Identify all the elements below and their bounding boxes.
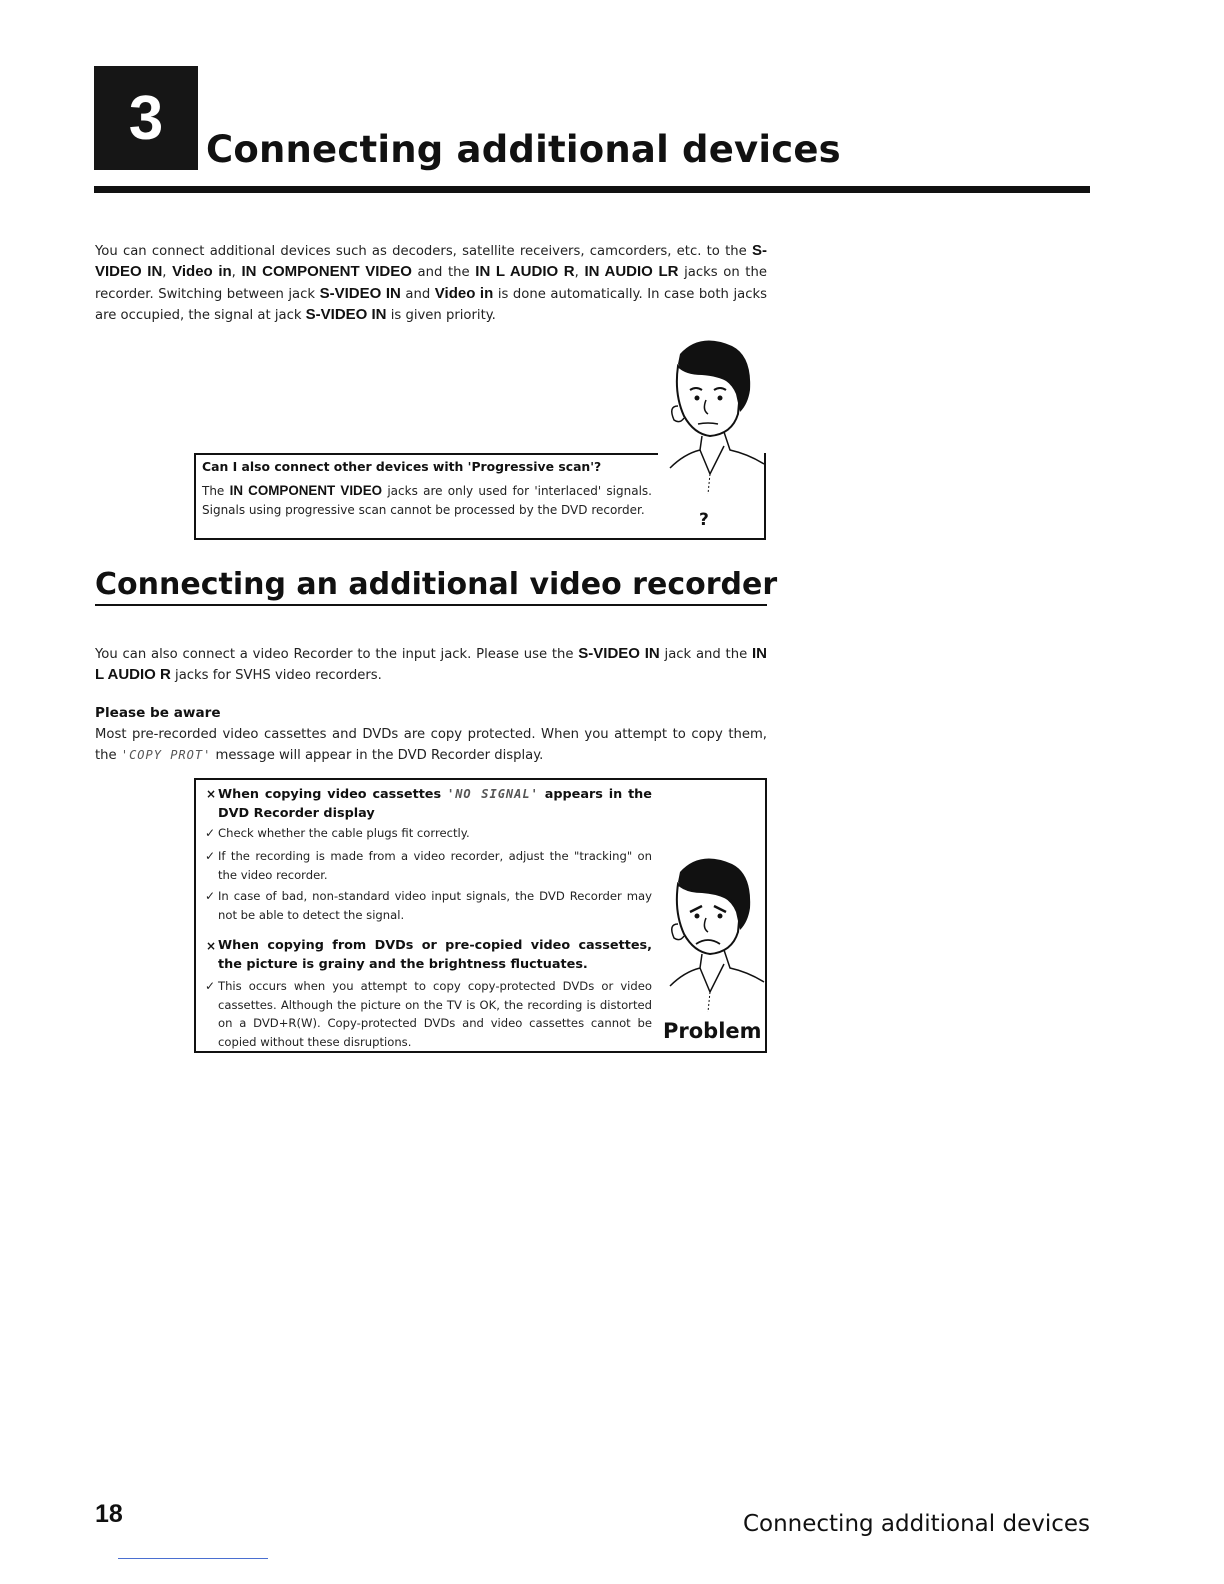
tip-text-1: The [202,484,225,498]
section-paragraph [95,644,767,687]
x-mark-icon: × [206,787,217,801]
chapter-number: 3 [128,83,164,153]
jack-component-video: IN COMPONENT VIDEO [241,263,412,281]
problem-1-text-a: When copying video cassettes [218,787,442,802]
intro-text-1: You can connect additional devices such as decoders, satellite receivers, camcorders, etc. to the [95,244,747,259]
chapter-number-badge [94,66,198,170]
intro-text-4: and [405,286,431,302]
check-icon: ✓ [205,826,216,840]
section-text-2: jack and the [664,647,748,662]
aware-heading: Please be aware [95,705,221,721]
lcd-copy-prot: 'COPY PROT' [120,748,212,763]
tip-heading: Can I also connect other devices with 'Progressive scan'? [202,459,602,474]
jack-svideo-in: S-VIDEO IN [319,284,401,302]
sep: , [574,265,579,281]
tip-text-2: jacks are only used for 'interlaced' signals. Signals using progressive scan cannot be processed by the DVD recorder. [202,484,652,517]
sep: , [162,265,167,281]
jack-audio-lr: IN L AUDIO R [95,645,767,684]
jack-audio-lr: IN L AUDIO R [475,263,575,281]
solution-4-text: This occurs when you attempt to copy copy-protected DVDs or video cassettes. Although the picture on the TV is OK, the recording is distorted on a DVD+R(W). Copy-protected DVDs and video cassettes cannot be copied without these disruptions. [218,979,652,1049]
frustrated-man-illustration [640,852,770,1017]
solution-1 [205,824,652,843]
chapter-rule [94,186,1090,193]
problem-2-text: When copying from DVDs or pre-copied video cassettes, the picture is grainy and the brightness fluctuates. [218,938,652,972]
solution-1-text: Check whether the cable plugs fit correctly. [218,826,470,840]
section-text-1: You can also connect a video Recorder to the input jack. Please use the [95,647,574,662]
intro-text-2: and the [417,265,470,281]
chapter-title: Connecting additional devices [206,128,841,171]
intro-text-3: jacks on the recorder. Switching between jack [95,265,767,302]
page-number: 18 [95,1500,123,1528]
section-text-3: jacks for SVHS video recorders. [175,668,382,684]
tip-box-topline [194,453,658,455]
jack-svideo-in: S-VIDEO IN [578,645,660,662]
solution-3 [205,887,652,924]
intro-text-6: is given priority. [390,308,496,324]
sep: , [231,265,236,281]
tip-box [194,453,766,540]
solution-2-text: If the recording is made from a video recorder, adjust the "tracking" on the video recorder. [218,849,652,882]
check-icon: ✓ [205,889,216,903]
section-rule [95,604,767,606]
problem-1-text-b: appears in the DVD Recorder display [218,787,652,821]
problem-2 [206,937,652,974]
jack-video-in: Video in [434,284,494,302]
solution-2 [205,847,652,884]
jack-svideo-in: S-VIDEO IN [95,242,767,281]
jack-in-audio-lr: IN AUDIO LR [584,263,679,281]
intro-text-5: is done automatically. In case both jacks are occupied, the signal at jack [95,286,767,324]
aware-text-2: message will appear in the DVD Recorder display. [215,748,544,764]
problem-1 [206,785,652,823]
x-mark-icon: × [206,939,217,953]
problem-label: Problem [663,1019,762,1043]
jack-video-in: Video in [172,263,232,281]
question-mark-icon: ? [699,510,709,530]
aware-paragraph [95,725,767,767]
footer-title: Connecting additional devices [742,1511,1090,1537]
solution-4 [205,977,652,1051]
aware-text-1: Most pre-recorded video cassettes and DVDs are copy protected. When you attempt to copy them, the [95,727,767,764]
check-icon: ✓ [205,849,216,863]
bottom-line [118,1558,268,1559]
solution-3-text: In case of bad, non-standard video input signals, the DVD Recorder may not be able to detect the signal. [218,889,652,922]
lcd-no-signal: 'NO SIGNAL' [446,787,539,801]
jack-svideo-in: S-VIDEO IN [305,306,387,324]
jack-component-video: IN COMPONENT VIDEO [229,483,383,498]
intro-paragraph [95,241,767,327]
section-title: Connecting an additional video recorder [95,567,778,602]
tip-body [202,482,652,519]
check-icon: ✓ [205,979,216,993]
